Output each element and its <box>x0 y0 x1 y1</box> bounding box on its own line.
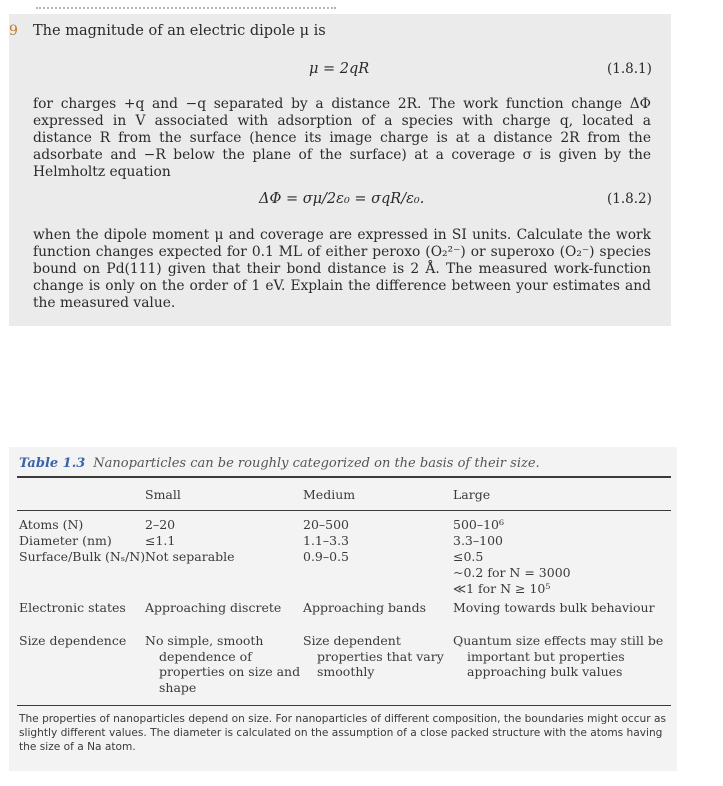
equation-1-label: (1.8.1) <box>607 61 652 77</box>
problem-intro: The magnitude of an electric dipole μ is <box>33 23 326 39</box>
header-small: Small <box>145 487 181 502</box>
problem-paragraph-1: for charges +q and −q separated by a distance 2R. The work function change ΔΦ expressed in V associated with adsorption of a species with charge q, located a distance R from the surface (hence its image charge is at a distance 2R from the adsorbate and −R below the plane of the surface) at a coverage σ is given by the Helmholtz equation <box>33 96 651 180</box>
cell-atoms-medium: 20–500 <box>303 517 350 532</box>
equation-2-label: (1.8.2) <box>607 191 652 207</box>
cell-diameter-small: ≤1.1 <box>145 533 176 548</box>
header-medium: Medium <box>303 487 356 502</box>
problem-panel <box>9 14 671 326</box>
table-panel <box>9 447 677 771</box>
cell-atoms-small: 2–20 <box>145 517 176 532</box>
cell-atoms-large: 500–10⁶ <box>453 517 505 532</box>
cell-electronic-large: Moving towards bulk behaviour <box>453 600 655 615</box>
top-strip <box>0 0 723 14</box>
header-large: Large <box>453 487 491 502</box>
equation-1: μ = 2qR <box>309 61 370 77</box>
cell-size-dependence-small: No simple, smooth dependence of properties on size and shape <box>145 633 301 695</box>
cell-surface-medium: 0.9–0.5 <box>303 549 350 564</box>
table-caption-text: Nanoparticles can be roughly categorized on the basis of their size. <box>93 456 540 471</box>
table-top-rule <box>17 476 671 478</box>
cell-surface-large-note-2: ≪1 for N ≥ 10⁵ <box>453 581 551 596</box>
cell-surface-large: ≤0.5 <box>453 549 484 564</box>
table-number: Table 1.3 <box>19 456 86 471</box>
row-label-surface-bulk: Surface/Bulk (Nₛ/N) <box>19 549 146 564</box>
cell-surface-small: Not separable <box>145 549 235 564</box>
table-caption <box>19 456 540 471</box>
cell-size-dependence-medium: Size dependent properties that vary smoothly <box>303 633 444 679</box>
cell-electronic-small: Approaching discrete <box>145 600 282 615</box>
problem-number: 9 <box>9 23 18 39</box>
cell-surface-large-note-1: ~0.2 for N = 3000 <box>453 565 571 580</box>
table-bottom-rule <box>17 705 671 706</box>
cell-electronic-medium: Approaching bands <box>303 600 426 615</box>
row-label-electronic-states: Electronic states <box>19 600 126 615</box>
row-label-atoms: Atoms (N) <box>19 517 84 532</box>
cut-off-text-line <box>36 0 336 9</box>
problem-paragraph-2: when the dipole moment μ and coverage are expressed in SI units. Calculate the work function changes expected for 0.1 ML of either peroxo (O₂²⁻) or superoxo (O₂⁻) species bound on Pd(111) given that their bond distance is 2 Å. The measured work-function change is only on the order of 1 eV. Explain the difference between your estimates and the measured value. <box>33 227 651 311</box>
cell-diameter-large: 3.3–100 <box>453 533 503 548</box>
row-label-diameter: Diameter (nm) <box>19 533 112 548</box>
equation-2: ΔΦ = σμ/2ε₀ = σqR/ε₀. <box>259 191 425 207</box>
cell-size-dependence-large: Quantum size effects may still be important but properties approaching bulk values <box>453 633 664 679</box>
row-label-size-dependence: Size dependence <box>19 633 127 648</box>
table-header-rule <box>17 510 671 511</box>
cell-diameter-medium: 1.1–3.3 <box>303 533 350 548</box>
table-footnote: The properties of nanoparticles depend on size. For nanoparticles of different composition, the boundaries might occur as slightly different values. The diameter is calculated on the assumption of a close packed structure with the atoms having the size of a Na atom. <box>19 713 666 753</box>
